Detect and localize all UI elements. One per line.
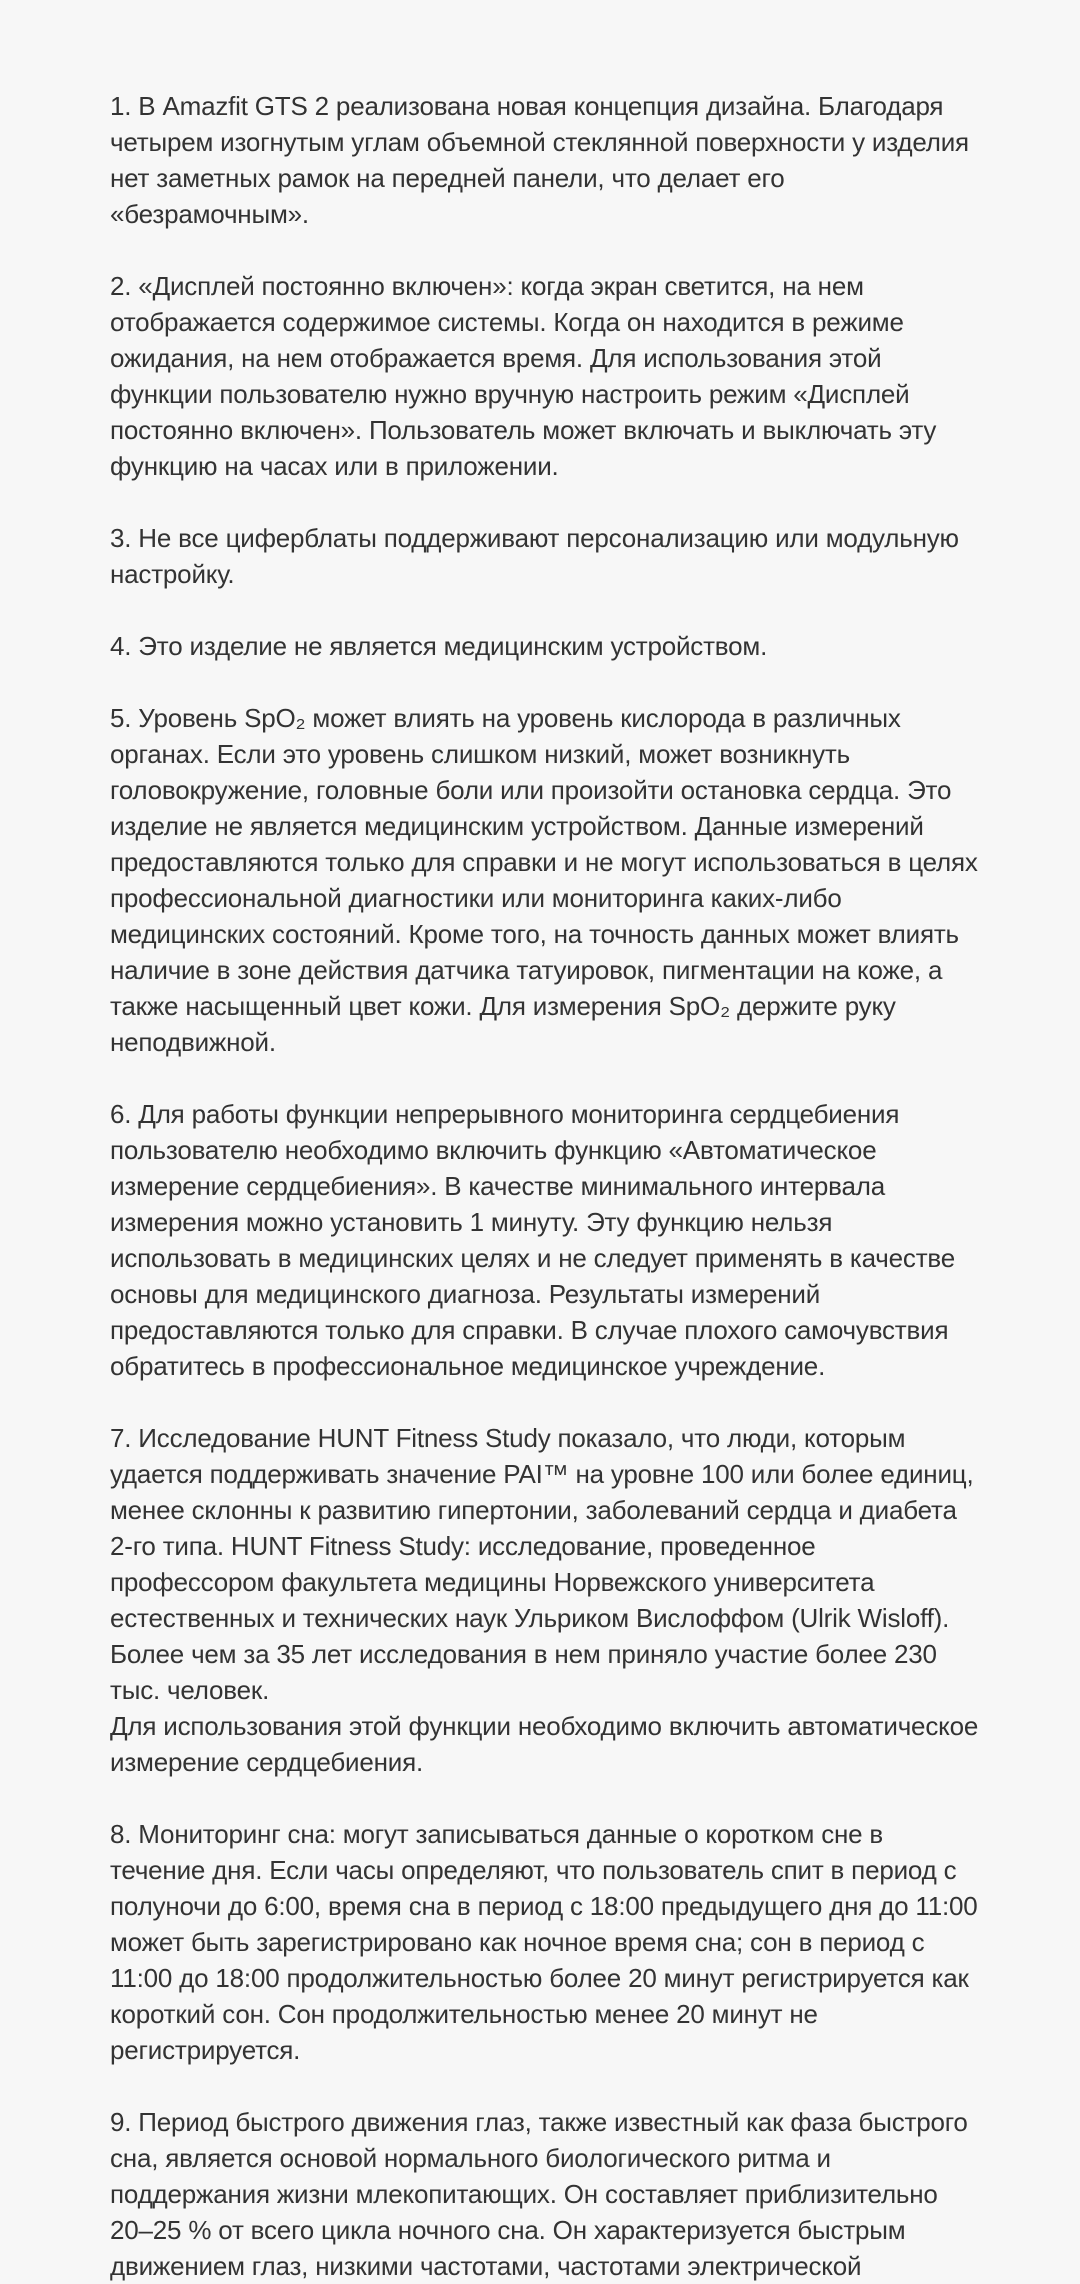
footnote-5-text: 5. Уровень SpO₂ может влиять на уровень кислорода в различных органах. Если это уровень слишком низкий, может возникнуть головокружение, головные боли или произойти остановка сердца. Это изделие не является медицинским устройством. Данные измерений предоставляются только для справки и не могут использоваться в целях профессиональной диагностики или мониторинга каких-либо медицинских состояний. Кроме того, на точность данных может влиять наличие в зоне действия датчика татуировок, пигментации на коже, а также насыщенный цвет кожи. Для измерения SpO₂ держите руку неподвижной.: [110, 703, 978, 1057]
footnote-8-text: 8. Мониторинг сна: могут записываться данные о коротком сне в течение дня. Если часы определяют, что пользователь спит в период с полуночи до 6:00, время сна в период с 18:00 предыдущего дня до 11:00 может быть зарегистрировано как ночное время сна; сон в период с 11:00 до 18:00 продолжительностью более 20 минут регистрируется как короткий сон. Сон продолжительностью менее 20 минут не регистрируется.: [110, 1819, 978, 2065]
footnote-1-text: 1. В Amazfit GTS 2 реализована новая концепция дизайна. Благодаря четырем изогнутым углам объемной стеклянной поверхности у изделия нет заметных рамок на передней панели, что делает его «безрамочным».: [110, 91, 969, 229]
footnote-6: [110, 1096, 984, 1384]
footnote-7: [110, 1420, 984, 1780]
footnote-9: [110, 2104, 984, 2284]
footnote-4: [110, 628, 984, 664]
footnote-2-text: 2. «Дисплей постоянно включен»: когда экран светится, на нем отображается содержимое системы. Когда он находится в режиме ожидания, на нем отображается время. Для использования этой функции пользователю нужно вручную настроить режим «Дисплей постоянно включен». Пользователь может включать и выключать эту функцию на часах или в приложении.: [110, 271, 937, 481]
footnote-3-text: 3. Не все циферблаты поддерживают персонализацию или модульную настройку.: [110, 523, 959, 589]
footnote-8: [110, 1816, 984, 2068]
footnote-7-text: 7. Исследование HUNT Fitness Study показало, что люди, которым удается поддерживать значение PAI™ на уровне 100 или более единиц, менее склонны к развитию гипертонии, заболеваний сердца и диабета 2-го типа. HUNT Fitness Study: исследование, проведенное профессором факультета медицины Норвежского университета естественных и технических наук Ульриком Вислоффом (Ulrik Wisloff). Более чем за 35 лет исследования в нем приняло участие более 230 тыс. человек.: [110, 1423, 974, 1705]
footnote-7-text-continued: Для использования этой функции необходимо включить автоматическое измерение сердцебиения.: [110, 1711, 979, 1777]
footnote-3: [110, 520, 984, 592]
footnote-6-text: 6. Для работы функции непрерывного мониторинга сердцебиения пользователю необходимо включить функцию «Автоматическое измерение сердцебиения». В качестве минимального интервала измерения можно установить 1 минуту. Эту функцию нельзя использовать в медицинских целях и не следует применять в качестве основы для медицинского диагноза. Результаты измерений предоставляются только для справки. В случае плохого самочувствия обратитесь в профессиональное медицинское учреждение.: [110, 1099, 955, 1381]
footnote-4-text: 4. Это изделие не является медицинским устройством.: [110, 631, 768, 661]
footnote-2: [110, 268, 984, 484]
footnote-1: [110, 88, 984, 232]
footnote-5: [110, 700, 984, 1060]
footnote-9-text: 9. Период быстрого движения глаз, также известный как фаза быстрого сна, является основой нормального биологического ритма и поддержания жизни млекопитающих. Он составляет приблизительно 20–25 % от всего цикла ночного сна. Он характеризуется быстрым движением глаз, низкими частотами, частотами электрической: [110, 2107, 968, 2281]
